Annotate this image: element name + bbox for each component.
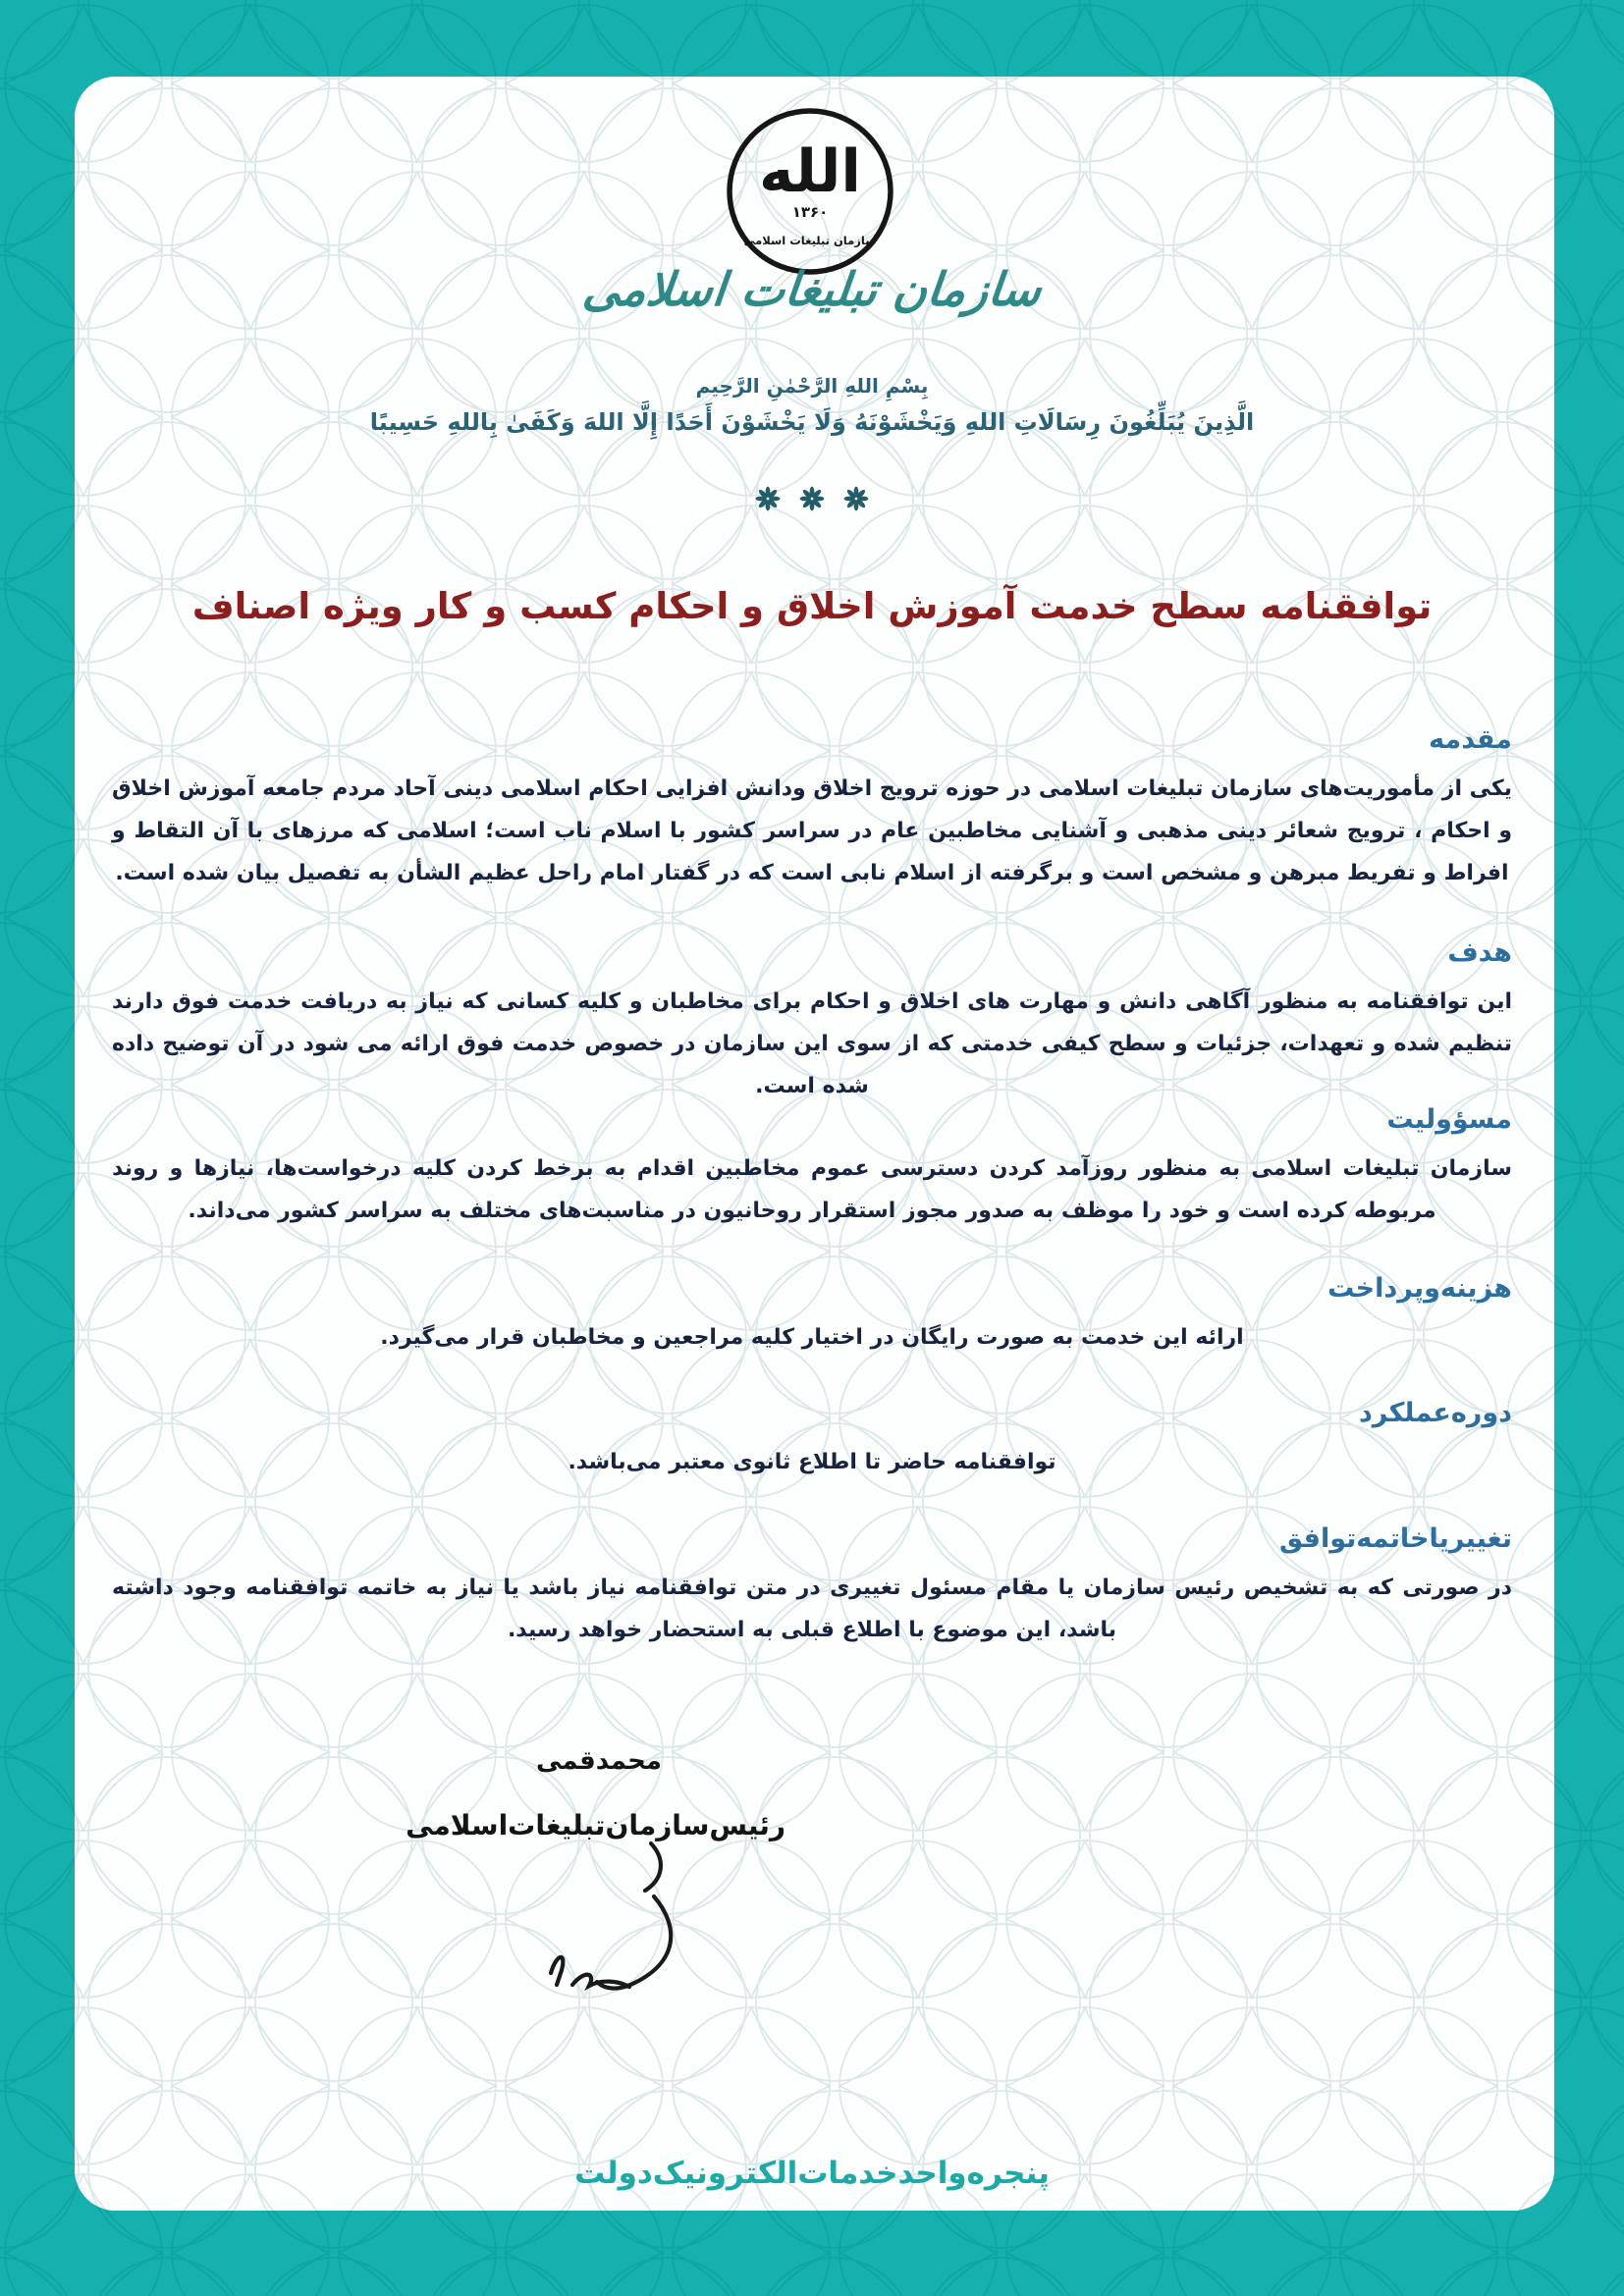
logo-allah-calligraphy: الله (759, 137, 861, 206)
signatory-role: رئیس‌سازمان‌تبلیغات‌اسلامی (406, 1809, 785, 1842)
org-name-calligraphy: سازمان تبلیغات اسلامی (580, 263, 1044, 317)
footer-service-window-label: پنجره‌واحد‌خدمات‌الکترونیک‌دولت (574, 2156, 1050, 2191)
signatory-name: محمدقمی (535, 1746, 663, 1776)
section-body-change-termination: در صورتی که به تشخیص رئیس سازمان یا مقام مسئول تغییری در متن توافقنامه نیاز باشد یا نیاز به خاتمه توافقنامه وجود داشته باشد، این موضوع با اطلاع قبلی به استحضار خواهد رسید. (112, 1575, 1512, 1642)
organization-logo-emblem-icon (720, 101, 900, 282)
section-body-cost-payment: ارائه این خدمت به صورت رایگان در اختیار کلیه مراجعین و مخاطبان قرار می‌گیرد. (380, 1325, 1244, 1350)
section-heading-cost-payment: هزینه‌وپرداخت (1327, 1273, 1512, 1304)
logo-founding-year: ۱۳۶۰ (791, 203, 829, 221)
signature-scribble-icon (535, 1838, 702, 2004)
logo-inner-org-name: سازمان تبلیغات اسلامی (743, 234, 877, 247)
bismillah-line: بِسْمِ اللهِ الرَّحْمٰنِ الرَّحِيم (695, 374, 929, 398)
document-title: توافقنامه سطح خدمت آموزش اخلاق و احکام کسب و کار ویژه اصناف (191, 585, 1433, 627)
section-body-responsibility: سازمان تبلیغات اسلامی به منظور روزآمد کردن دسترسی عموم مخاطبین اقدام به برخط کردن کلیه درخواست‌ها، نیازها و روند مربوطه کرده است و خود را موظف به صدور مجوز استقرار روحانیون در مناسبت‌های مختلف به سراسر کشور می‌داند. (112, 1156, 1512, 1223)
section-body-goal: این توافقنامه به منظور آگاهی دانش و مهارت های اخلاق و احکام برای مخاطبان و کلیه کسانی که نیاز به دریافت خدمت فوق دارند تنظیم شده و تعهدات، جزئیات و سطح کیفی خدمتی که از سوی این سازمان در خصوص خدمت فوق ارائه می شود در آن توضیح داده شده است. (112, 989, 1512, 1098)
section-heading-introduction: مقدمه (1429, 724, 1512, 755)
section-heading-change-termination: تغییر‌یا‌خاتمه‌توافق (1278, 1523, 1512, 1554)
section-heading-performance-period: دوره‌عملکرد (1358, 1398, 1512, 1428)
section-body-performance-period: توافقنامه حاضر تا اطلاع ثانوی معتبر می‌باشد. (568, 1450, 1056, 1474)
quran-verse-line: الَّذِينَ يُبَلِّغُونَ رِسَالَاتِ اللهِ وَيَخْشَوْنَهُ وَلَا يَخْشَوْنَ أَحَدًا إِلَّا اللهَ وَكَفَىٰ بِاللهِ حَسِيبًا (369, 408, 1255, 436)
section-heading-goal: هدف (1447, 937, 1512, 968)
ornament-stars-icon (748, 485, 876, 512)
section-heading-responsibility: مسؤولیت (1386, 1104, 1512, 1135)
section-body-introduction: یکی از مأموریت‌های سازمان تبلیغات اسلامی در حوزه ترویج اخلاق ودانش افزایی احکام اسلامی دینی آحاد مردم جامعه آموزش اخلاق و احکام ، ترویج شعائر دینی مذهبی و آشنایی مخاطبین عام در سراسر کشور با اسلام ناب است؛ اسلامی که مرزهای با آن التقاط و افراط و تفریط مبرهن و مشخص است و برگرفته از اسلام نابی است که در گفتار امام راحل عظیم الشأن به تفصیل بیان شده است. (112, 776, 1512, 885)
